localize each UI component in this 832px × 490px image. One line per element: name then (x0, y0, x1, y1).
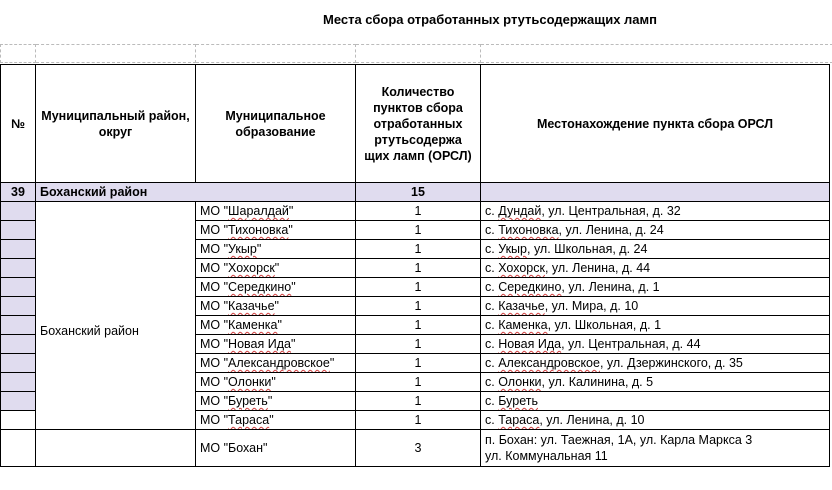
row-count: 1 (356, 240, 481, 259)
mo-name: Тараса (228, 413, 270, 427)
header-num: № (1, 65, 36, 183)
mo-suffix: " (288, 204, 294, 218)
addr-rest: , ул. Калинина, д. 5 (541, 375, 654, 389)
mo-prefix: МО " (200, 204, 229, 218)
mo-suffix: " (277, 318, 282, 332)
row-municipality: МО "Бохан" (196, 430, 356, 467)
addr-rest: , ул. Центральная, д. 44 (561, 337, 701, 351)
table-row (1, 202, 830, 221)
addr-place: Каменка (498, 318, 548, 332)
row-district (36, 430, 196, 467)
addr-prefix: с. (485, 394, 499, 408)
mo-prefix: МО " (200, 280, 229, 294)
row-municipality (196, 240, 356, 259)
row-location (481, 392, 830, 411)
mo-prefix: МО " (200, 375, 229, 389)
row-municipality (196, 278, 356, 297)
addr-prefix: с. (485, 261, 499, 275)
header-count: Количество пунктов сбора отработанных ртутьсодержа щих ламп (ОРСЛ) (356, 65, 481, 183)
mo-suffix: " (329, 356, 335, 370)
row-municipality (196, 335, 356, 354)
addr-rest: , ул. Центральная, д. 32 (541, 204, 681, 218)
row-municipality (196, 411, 356, 430)
row-municipality (196, 221, 356, 240)
row-num (1, 202, 36, 221)
addr-place: Казачье (498, 299, 545, 313)
row-count: 1 (356, 411, 481, 430)
row-num (1, 278, 36, 297)
addr-place: Тихоновка (498, 223, 559, 237)
mo-name: Середкино (228, 280, 292, 294)
row-location (481, 316, 830, 335)
addr-prefix: с. (485, 413, 499, 427)
mo-name: Александровское (228, 356, 330, 370)
mo-name: Укыр (228, 242, 257, 256)
row-location (481, 335, 830, 354)
row-num (1, 373, 36, 392)
mo-suffix: " (288, 223, 293, 237)
district-cell (36, 202, 196, 430)
mo-prefix: МО " (200, 318, 229, 332)
district-summary-row (1, 183, 830, 202)
row-count: 3 (356, 430, 481, 467)
mo-suffix: " (271, 375, 276, 389)
addr-place: Укыр (498, 242, 527, 256)
row-count: 1 (356, 392, 481, 411)
row-num (1, 316, 36, 335)
row-num (1, 259, 36, 278)
row-municipality (196, 392, 356, 411)
addr-place: Хохорск (498, 261, 545, 275)
row-count: 1 (356, 297, 481, 316)
addr-prefix: с. (485, 375, 499, 389)
row-location (481, 202, 830, 221)
row-num (1, 221, 36, 240)
mo-name: Тихоновка (228, 223, 289, 237)
row-num (1, 354, 36, 373)
addr-rest: , ул. Ленина, д. 24 (558, 223, 664, 237)
row-municipality (196, 373, 356, 392)
row-num (1, 335, 36, 354)
header-municipality: Муниципальное образование (196, 65, 356, 183)
addr-place: Тараса (498, 413, 540, 427)
row-count: 1 (356, 259, 481, 278)
row-location (481, 354, 830, 373)
page-title: Места сбора отработанных ртутьсодержащих ламп (322, 12, 657, 27)
addr-place: Новая Ида (498, 337, 562, 351)
row-location (481, 430, 830, 467)
row-location (481, 221, 830, 240)
mo-suffix: " (291, 280, 296, 294)
addr-rest: , ул. Дзержинского, д. 35 (599, 356, 743, 370)
row-municipality (196, 202, 356, 221)
mo-suffix: " (267, 394, 273, 408)
row-num (1, 411, 36, 430)
summary-count: 15 (356, 183, 481, 202)
addr-place: Александровское (498, 356, 600, 370)
row-location (481, 259, 830, 278)
mo-prefix: МО " (200, 261, 229, 275)
addr-place: Буреть (498, 394, 538, 408)
header-location: Местонахождение пункта сбора ОРСЛ (481, 65, 830, 183)
collection-points-table (0, 64, 832, 467)
mo-prefix: МО " (200, 356, 229, 370)
mo-suffix: " (274, 299, 279, 313)
row-location (481, 240, 830, 259)
addr-prefix: с. (485, 337, 499, 351)
row-location-line2: ул. Коммунальная 11 (485, 449, 608, 463)
mo-name: Шаралдай (228, 204, 289, 218)
mo-prefix: МО " (200, 337, 229, 351)
row-num (1, 430, 36, 467)
addr-place: Середкино (498, 280, 562, 294)
row-municipality (196, 354, 356, 373)
row-municipality (196, 259, 356, 278)
mo-name: Олонки (228, 375, 272, 389)
district-label: Боханский район (40, 323, 139, 338)
mo-suffix: " (290, 337, 296, 351)
mo-suffix: " (269, 413, 274, 427)
row-municipality (196, 316, 356, 335)
mo-prefix: МО " (200, 413, 229, 427)
row-count: 1 (356, 354, 481, 373)
empty-spacer-row (0, 44, 832, 64)
row-count: 1 (356, 373, 481, 392)
addr-rest: , ул. Школьная, д. 1 (547, 318, 662, 332)
summary-num: 39 (1, 183, 36, 202)
row-count: 1 (356, 316, 481, 335)
addr-rest: , ул. Ленина, д. 1 (561, 280, 660, 294)
row-count: 1 (356, 202, 481, 221)
header-district: Муниципальный район, округ (36, 65, 196, 183)
addr-prefix: с. (485, 356, 499, 370)
addr-rest: , ул. Ленина, д. 10 (539, 413, 645, 427)
addr-rest: , ул. Ленина, д. 44 (544, 261, 651, 275)
mo-suffix: " (274, 261, 280, 275)
addr-prefix: с. (485, 280, 499, 294)
row-count: 1 (356, 335, 481, 354)
mo-suffix: " (256, 242, 262, 256)
row-num (1, 297, 36, 316)
addr-place: Дундай (498, 204, 542, 218)
addr-rest: , ул. Мира, д. 10 (544, 299, 639, 313)
addr-prefix: с. (485, 204, 499, 218)
mo-name: Новая Ида (228, 337, 291, 351)
row-location (481, 297, 830, 316)
row-location (481, 373, 830, 392)
row-location (481, 278, 830, 297)
mo-prefix: МО " (200, 394, 229, 408)
mo-name: Каменка (228, 318, 278, 332)
addr-prefix: с. (485, 242, 499, 256)
mo-prefix: МО " (200, 242, 229, 256)
mo-name: Хохорск (228, 261, 275, 275)
mo-name: Буреть (228, 394, 268, 408)
row-municipality (196, 297, 356, 316)
addr-prefix: с. (485, 223, 499, 237)
addr-place: Олонки (498, 375, 542, 389)
table-header-row (1, 65, 830, 183)
mo-prefix: МО " (200, 299, 229, 313)
addr-rest: , ул. Школьная, д. 24 (527, 242, 648, 256)
table-row (1, 430, 830, 467)
mo-prefix: МО " (200, 223, 229, 237)
row-count: 1 (356, 221, 481, 240)
summary-district: Боханский район (36, 183, 356, 202)
row-num (1, 240, 36, 259)
row-location (481, 411, 830, 430)
summary-location (481, 183, 830, 202)
addr-prefix: с. (485, 299, 499, 313)
row-location-line1: п. Бохан: ул. Таежная, 1А, ул. Карла Маркса 3 (485, 433, 753, 447)
row-num (1, 392, 36, 411)
mo-name: Казачье (228, 299, 275, 313)
addr-prefix: с. (485, 318, 499, 332)
row-count: 1 (356, 278, 481, 297)
